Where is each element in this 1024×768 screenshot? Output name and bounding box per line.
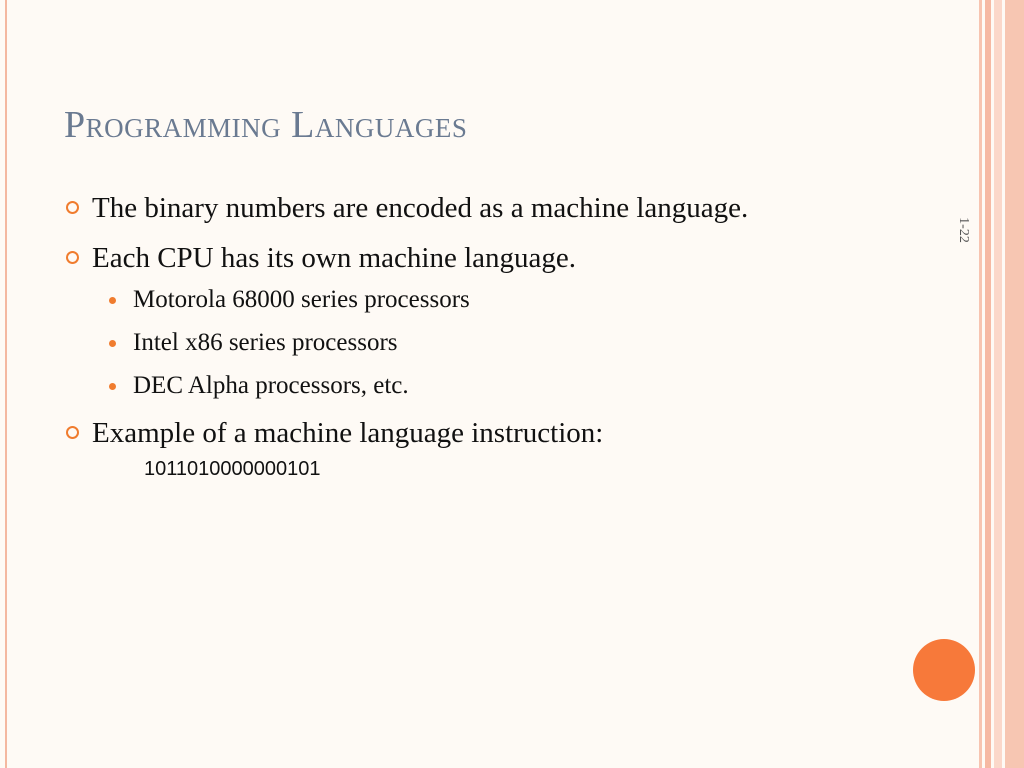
page-number: 1-22 [956,217,971,243]
hollow-circle-bullet-icon [66,201,79,214]
sub-bullet-item [64,325,864,361]
sub-bullet-item [64,368,864,404]
machine-code-example: 1011010000000101 [144,458,321,480]
orange-circle-decoration [913,639,975,701]
right-stripe [979,0,982,768]
right-stripe [985,0,991,768]
filled-dot-bullet-icon [109,297,116,304]
sub-bullet-text: Motorola 68000 series processors [133,286,470,313]
bullet-text: Each CPU has its own machine language. [92,242,577,274]
hollow-circle-bullet-icon [66,251,79,264]
bullet-text: The binary numbers are encoded as a machine language. [92,192,749,224]
left-border-line [5,0,7,768]
bullet-text: Example of a machine language instruction: [92,417,604,449]
sub-bullet-text: Intel x86 series processors [133,329,398,356]
bullet-item [64,238,864,278]
right-stripe [994,0,1002,768]
slide-title: Programming Languages [64,104,468,146]
bullet-item [64,188,864,228]
bullet-item [64,413,864,453]
sub-bullet-text: DEC Alpha processors, etc. [133,372,409,399]
right-stripe [1005,0,1024,768]
sub-bullet-item [64,282,864,318]
hollow-circle-bullet-icon [66,426,79,439]
filled-dot-bullet-icon [109,340,116,347]
filled-dot-bullet-icon [109,383,116,390]
slide-content [64,188,864,485]
